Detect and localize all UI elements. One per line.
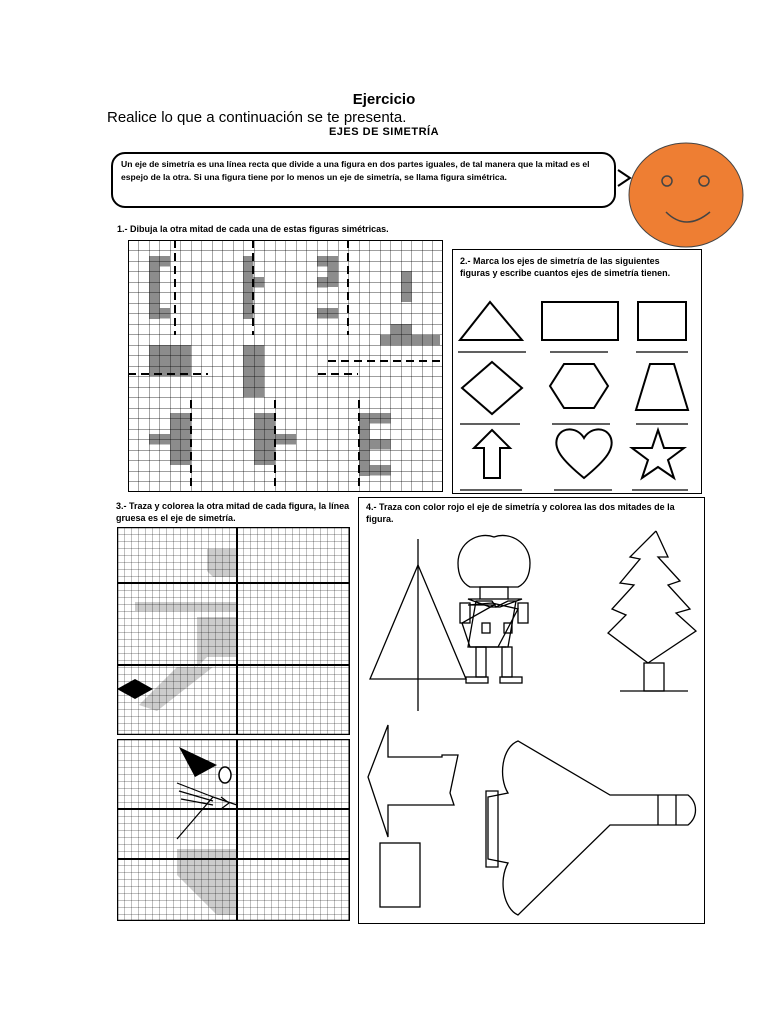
diamond-icon <box>462 362 522 414</box>
tree-figure <box>608 531 696 691</box>
exercise-3-grid-bottom <box>117 739 350 921</box>
page-title: Ejercicio <box>352 91 416 108</box>
smiley-face-icon <box>612 140 747 250</box>
arrow-up-icon <box>474 430 510 478</box>
exercise-4-figures <box>358 497 704 923</box>
exercise-3-label: 3.- Traza y colorea la otra mitad de cada figura, la línea gruesa es el eje de simetría. <box>116 501 350 523</box>
exercise-3-grid-top <box>117 527 350 735</box>
square-figure <box>380 843 420 907</box>
hexagon-icon <box>550 364 608 408</box>
girl-figure <box>458 535 530 683</box>
star-icon <box>632 430 684 478</box>
heart-icon <box>556 429 611 478</box>
triangle-icon <box>460 302 522 340</box>
exercise-1-grid <box>128 240 443 492</box>
exercise-1-label: 1.- Dibuja la otra mitad de cada una de estas figuras simétricas. <box>117 224 389 234</box>
worksheet-title: EJES DE SIMETRÍA <box>328 126 440 138</box>
trapezoid-icon <box>636 364 688 410</box>
definition-bubble <box>111 152 616 208</box>
wide-rectangle-icon <box>542 302 618 340</box>
exercise-2-label: 2.- Marca los ejes de simetría de las siguientes figuras y escribe cuantos ejes de simetría tienen. <box>460 256 671 278</box>
instruction-text: Realice lo que a continuación se te presenta. <box>107 109 407 126</box>
square-icon <box>638 302 686 340</box>
definition-text: Un eje de simetría es una línea recta que divide a una figura en dos partes iguales, de tal manera que la mitad es el espejo de la otra. Si una figura tiene por lo menos un eje de simetría, se llama figura simétrica. <box>121 159 590 182</box>
exercise-4-label: 4.- Traza con color rojo el eje de simetría y colorea las dos mitades de la figura. <box>366 502 675 524</box>
exercise-2-shapes <box>452 290 700 495</box>
rocket-figure <box>486 741 696 915</box>
arrow-left-figure <box>368 725 458 837</box>
